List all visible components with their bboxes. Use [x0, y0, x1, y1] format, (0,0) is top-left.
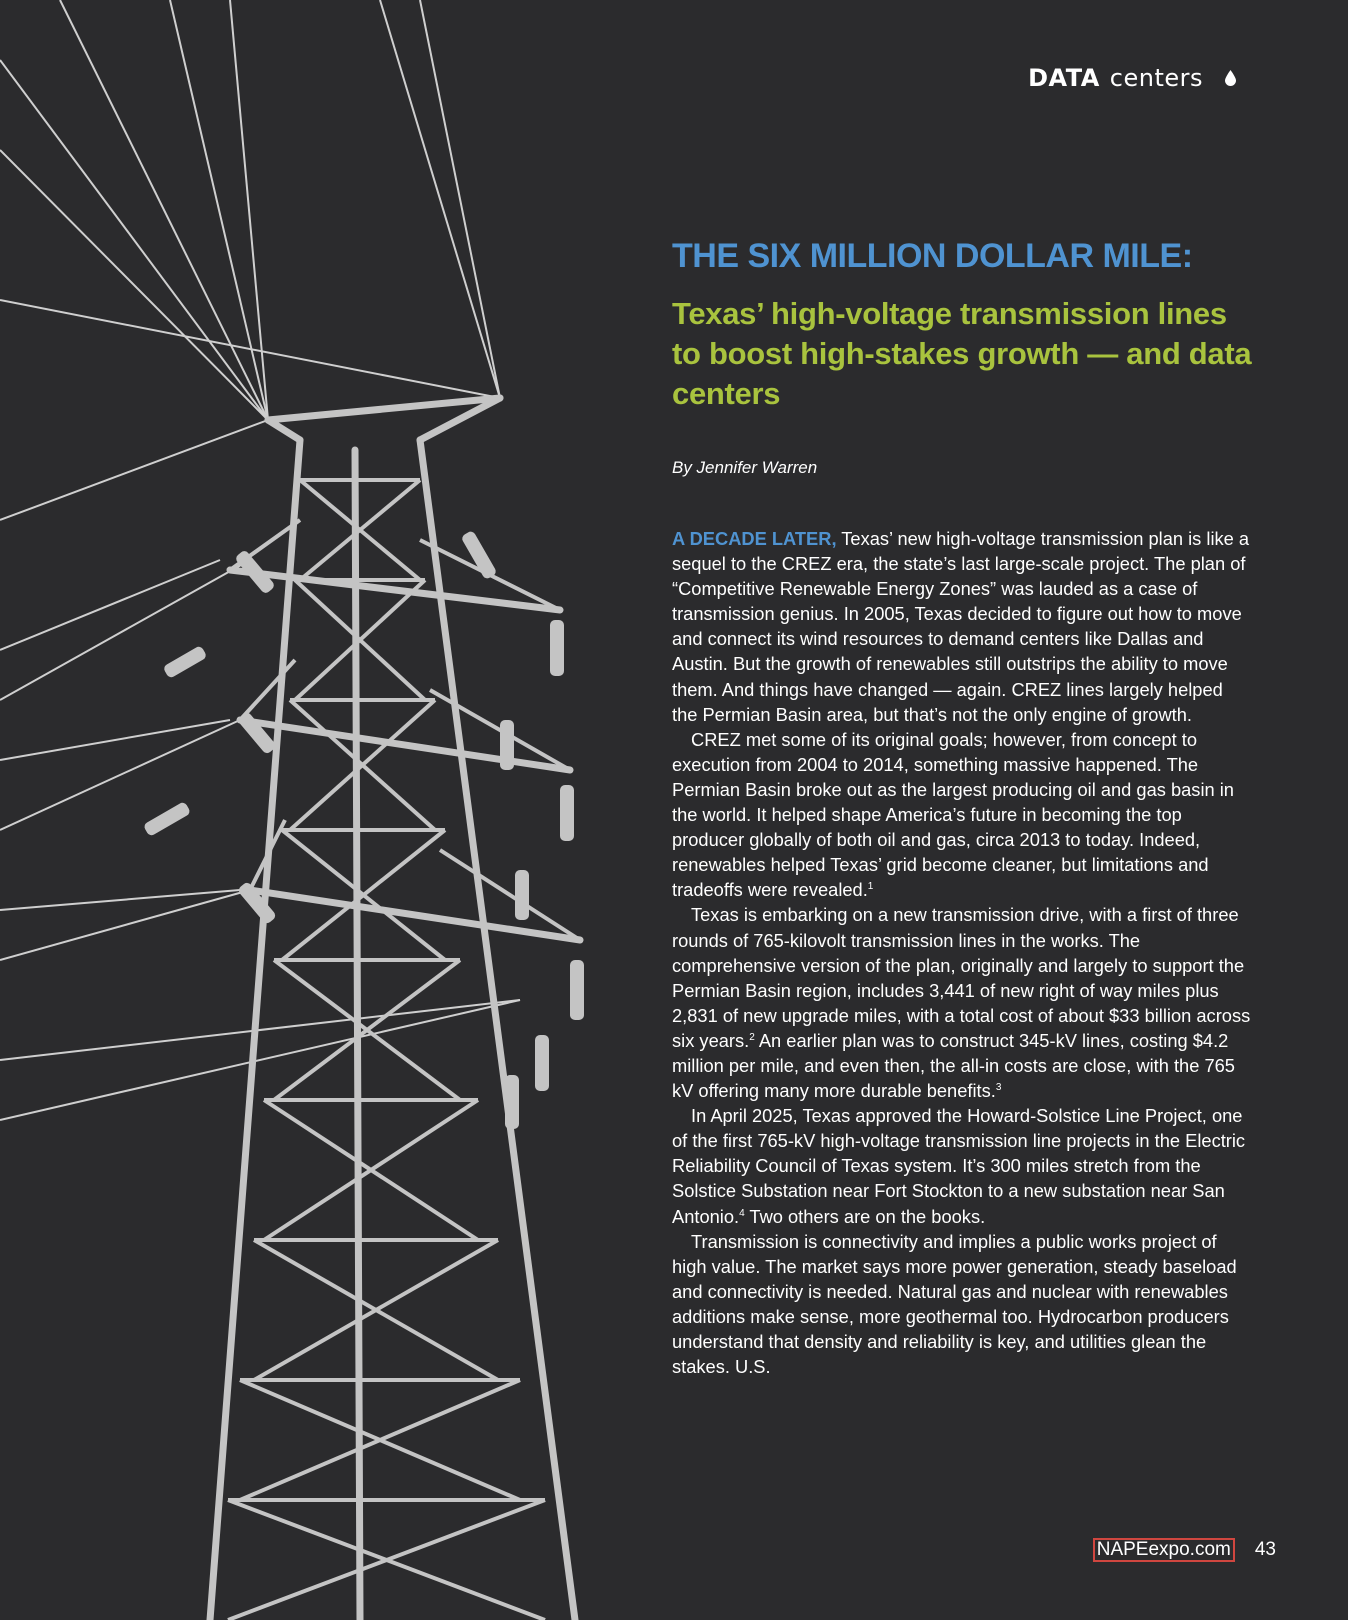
- page-number: 43: [1254, 1539, 1276, 1560]
- paragraph-3: [672, 902, 1252, 1103]
- footnote-ref-1: 1: [867, 881, 874, 893]
- paragraph-5-text: Transmission is connectivity and implies a public works project of high value. The market says more power generation, steady baseload and connectivity is needed. Natural gas and nuclear with renewables additions make sense, more geothermal too. Hydrocarbon producers understand that density and reliability is key, and utilities glean the stakes. U.S.: [672, 1230, 1237, 1378]
- page-footer: [1093, 1538, 1276, 1562]
- paragraph-3b-text: An earlier plan was to construct 345-kV lines, costing $4.2 million per mile, and even then, the all-in costs are close, with the 765 kV offering many more durable benefits.: [672, 1029, 1235, 1102]
- section-tag-bold: DATA: [1028, 64, 1100, 92]
- footnote-ref-2: 2: [749, 1031, 755, 1043]
- footnote-ref-3: 3: [995, 1081, 1002, 1093]
- paragraph-3a-text: Texas is embarking on a new transmission drive, with a first of three rounds of 765-kilovolt transmission lines in the works. The comprehensive version of the plan, originally and largely to support the Permian Basin region, includes 3,441 of new right of way miles plus 2,831 of new upgrade miles, with a total cost of about $33 billion across six years.: [672, 904, 1251, 1051]
- drop-icon: [1225, 70, 1236, 86]
- article-body: [672, 526, 1252, 1379]
- paragraph-4b-text: Two others are on the books.: [744, 1205, 986, 1227]
- transmission-tower-illustration: [0, 0, 640, 1620]
- lead-in: A DECADE LATER,: [672, 528, 837, 549]
- byline: By Jennifer Warren: [672, 458, 818, 477]
- paragraph-2: [672, 727, 1252, 903]
- paragraph-5: [672, 1229, 1252, 1380]
- headline: THE SIX MILLION DOLLAR MILE:: [672, 237, 1193, 275]
- article: [672, 236, 1252, 1379]
- paragraph-1-text: Texas’ new high-voltage transmission plan is like a sequel to the CREZ era, the state’s last large-scale project. The plan of “Competitive Renewable Energy Zones” was lauded as a case of transmission genius. In 2005, Texas decided to figure out how to move and connect its wind resources to demand centers like Dallas and Austin. But the growth of renewables still outstrips the ability to move them. And things have changed — again. CREZ lines largely helped the Permian Basin area, but that’s not the only engine of growth.: [672, 528, 1250, 725]
- paragraph-2-text: CREZ met some of its original goals; however, from concept to execution from 2004 to 2014, something massive happened. The Permian Basin broke out as the largest producing oil and gas basin in the world. It helped shape America’s future in becoming the top producer globally of both oil and gas, circa 2013 to today. Indeed, renewables helped Texas’ grid become cleaner, but limitations and tradeoffs were revealed.: [672, 728, 1234, 901]
- section-tag: [1028, 64, 1236, 92]
- subhead: Texas’ high-voltage transmission lines to boost high-stakes growth — and data centers: [672, 296, 1252, 411]
- site-link[interactable]: NAPEexpo.com: [1093, 1538, 1235, 1562]
- section-tag-text: centers: [1109, 64, 1203, 92]
- paragraph-4: [672, 1103, 1252, 1228]
- footnote-ref-4: 4: [739, 1207, 745, 1219]
- paragraph-4a-text: In April 2025, Texas approved the Howard-Solstice Line Project, one of the first 765-kV high-voltage transmission line projects in the Electric Reliability Council of Texas system. It’s 300 miles stretch from the Solstice Substation near Fort Stockton to a new substation near San Antonio.: [672, 1105, 1246, 1227]
- paragraph-1: [672, 526, 1252, 727]
